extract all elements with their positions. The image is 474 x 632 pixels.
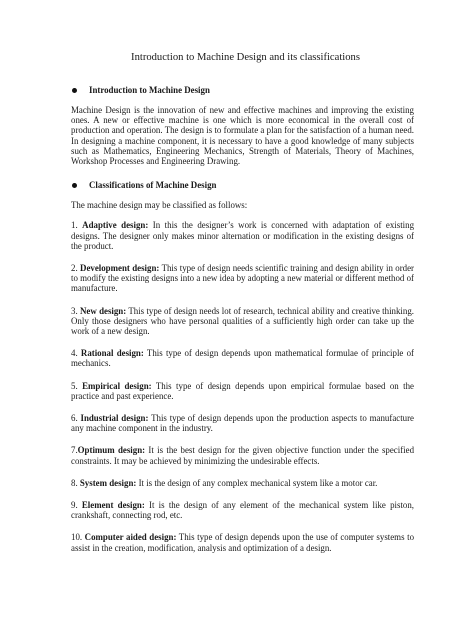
item-term: Empirical design: <box>82 380 152 391</box>
item-text: This type of design depends upon mathematical formulae of principle of mechanics. <box>71 348 414 369</box>
document-title: Introduction to Machine Design and its classifications <box>131 52 360 63</box>
list-item <box>71 263 414 294</box>
list-item <box>71 478 414 488</box>
section-heading-classifications <box>71 180 414 190</box>
list-item <box>71 532 414 552</box>
list-item <box>71 306 414 337</box>
item-number: 5. <box>71 380 83 391</box>
section-heading-introduction <box>71 85 414 95</box>
item-number: 7. <box>71 445 78 456</box>
item-text: This type of design needs scientific training and design ability in order to modify the existing designs into a new idea by adopting a new material or different method of manufacture. <box>71 263 415 294</box>
item-text: This type of design depends upon empirical formulae based on the practice and past experience. <box>71 380 414 401</box>
item-number: 9. <box>71 500 82 511</box>
introduction-paragraph: Machine Design is the innovation of new and effective machines and improving the existing ones. A new or effective machine is one which is more economical in the overall cost of production and operation. The design is to formulate a plan for the satisfaction of a human need. In designing a machine component, it is necessary to have a good knowledge of many subjects such as Mathematics, Engineering Mechanics, Strength of Materials, Theory of Machines, Workshop Processes and Engineering Drawing. <box>71 105 414 167</box>
item-text: This type of design depends upon the use of computer systems to assist in the creation, modification, analysis and optimization of a design. <box>71 532 415 553</box>
item-term: Rational design: <box>80 348 144 359</box>
item-term: System design: <box>79 477 137 488</box>
item-number: 8. <box>71 477 80 488</box>
item-number: 4. <box>71 348 81 359</box>
item-number: 3. <box>71 305 80 316</box>
list-item <box>71 500 414 520</box>
item-number: 10. <box>71 532 85 543</box>
list-item <box>71 220 414 251</box>
item-term: Development design: <box>80 263 160 274</box>
list-item <box>71 348 414 368</box>
item-text: It is the design of any element of the mechanical system like piston, crankshaft, connecting rod, etc. <box>71 500 415 521</box>
bullet-icon <box>72 88 77 93</box>
bullet-icon <box>72 183 77 188</box>
section-heading-text: Introduction to Machine Design <box>89 85 210 95</box>
classification-list <box>71 220 414 552</box>
section-heading-text: Classifications of Machine Design <box>89 180 217 191</box>
item-text: It is the best design for the given objective function under the specified constraints. It may be achieved by minimizing the undesirable effects. <box>71 445 415 466</box>
item-term: Element design: <box>81 500 145 511</box>
list-item <box>71 413 414 433</box>
item-term: Industrial design: <box>80 413 149 424</box>
item-text: In this the designer’s work is concerned with adaptation of existing designs. The designer only makes minor alternation or modification in the existing designs of the product. <box>71 220 415 251</box>
list-item <box>71 445 414 465</box>
item-number: 6. <box>71 413 81 424</box>
list-item <box>71 381 414 401</box>
item-term: Adaptive design: <box>82 220 149 231</box>
item-text: It is the design of any complex mechanical system like a motor car. <box>136 477 378 488</box>
classification-lead: The machine design may be classified as follows: <box>71 200 248 211</box>
item-number: 1. <box>71 220 83 231</box>
item-term: New design: <box>79 305 127 316</box>
item-text: This type of design needs lot of research, technical ability and creative thinking. Only those designers who have personal qualities of a sufficiently high order can take up the work of a new design. <box>71 305 414 337</box>
item-term: Computer aided design: <box>84 532 177 543</box>
item-number: 2. <box>71 263 81 274</box>
item-text: This type of design depends upon the production aspects to manufacture any machine component in the industry. <box>71 413 414 434</box>
item-term: Optimum design: <box>77 445 146 456</box>
